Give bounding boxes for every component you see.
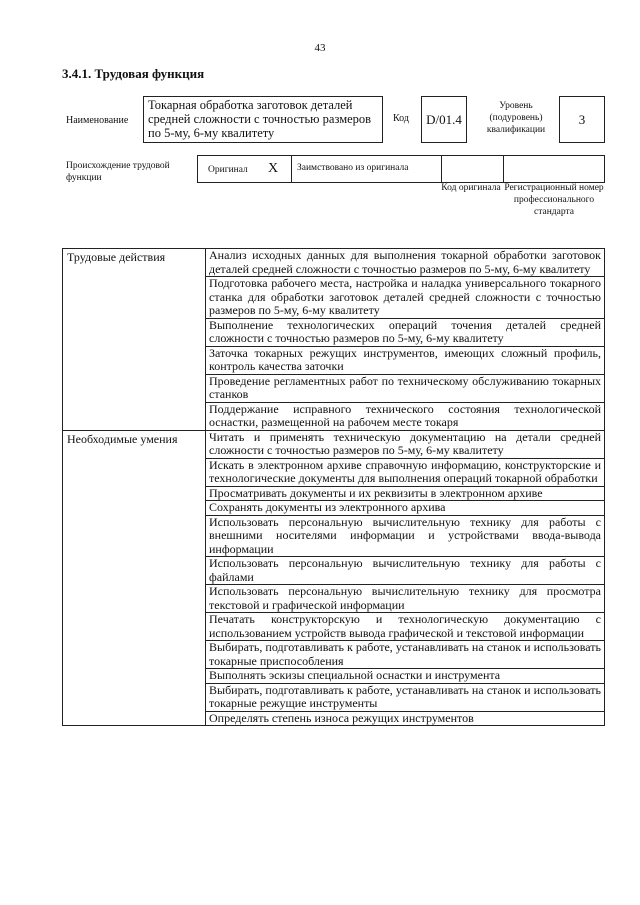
origin-row — [197, 155, 605, 183]
function-name: Токарная обработка заготовок деталей средней сложности с точностью размеров по 5-му, 6-му квалитету — [148, 98, 372, 140]
code-original-caption: Код оригинала — [441, 183, 501, 193]
function-name-box — [143, 96, 383, 143]
level-box — [559, 96, 605, 143]
labor-action-text: Заточка токарных режущих инструментов, имеющих сложный профиль, контроль качества заточки — [206, 346, 605, 374]
required-skill-text: Использовать персональную вычислительную технику для просмотра текстовой и графической информации — [206, 585, 605, 613]
required-skill-text: Искать в электронном архиве справочную информацию, конструкторские и технологические документы для выполнения операций токарной обработки — [206, 458, 605, 486]
labor-action-text: Анализ исходных данных для выполнения токарной обработки заготовок деталей средней сложности с точностью размеров по 5-му, 6-му квалитету — [206, 249, 605, 277]
labor-action-label: Трудовые действия — [63, 249, 206, 431]
origin-label: Происхождение трудовой функции — [66, 161, 170, 183]
name-label: Наименование — [66, 115, 129, 126]
required-skill-text: Сохранять документы из электронного архива — [206, 501, 605, 516]
required-skill-text: Использовать персональную вычислительную технику для работы с файлами — [206, 557, 605, 585]
required-skill-label: Необходимые умения — [63, 430, 206, 726]
required-skill-text: Выполнять эскизы специальной оснастки и инструмента — [206, 669, 605, 684]
required-skill-text: Печатать конструкторскую и технологическую документацию с использованием устройств вывода графической и текстовой информации — [206, 613, 605, 641]
level-value: 3 — [578, 111, 586, 127]
required-skill-text: Использовать персональную вычислительную технику для работы с внешними носителями информации и устройствами ввода-вывода информации — [206, 515, 605, 557]
required-skill-text: Просматривать документы и их реквизиты в электронном архиве — [206, 486, 605, 501]
original-label: Оригинал — [208, 165, 248, 175]
origin-divider — [503, 156, 504, 182]
origin-divider — [441, 156, 442, 182]
labor-action-text: Выполнение технологических операций точения деталей средней сложности с точностью размеров по 5-му, 6-му квалитету — [206, 318, 605, 346]
labor-action-text: Проведение регламентных работ по техническому обслуживанию токарных станков — [206, 374, 605, 402]
borrowed-label: Заимствовано из оригинала — [297, 163, 409, 173]
code-value: D/01.4 — [426, 111, 462, 127]
required-skill-text: Выбирать, подготавливать к работе, устанавливать на станок и использовать токарные режущие инструменты — [206, 683, 605, 711]
reg-number-caption: Регистрационный номер профессионального стандарта — [504, 183, 604, 217]
required-skill-text: Выбирать, подготавливать к работе, устанавливать на станок и использовать токарные приспособления — [206, 641, 605, 669]
section-title: 3.4.1. Трудовая функция — [62, 66, 205, 81]
labor-function-table — [62, 248, 605, 726]
required-skill-text: Читать и применять техническую документацию на детали средней сложности с точностью размеров по 5-му, 6-му квалитету — [206, 430, 605, 458]
level-label: Уровень (подуровень) квалификации — [486, 101, 546, 135]
code-box — [421, 96, 467, 143]
origin-divider — [291, 156, 292, 182]
labor-action-text: Поддержание исправного технического состояния технологической оснастки, размещенной на рабочем месте токаря — [206, 402, 605, 430]
code-label: Код — [393, 113, 409, 124]
labor-action-text: Подготовка рабочего места, настройка и наладка универсального токарного станка для обработки заготовок деталей средней сложности с точностью размеров по 5-му, 6-му квалитету — [206, 277, 605, 319]
required-skill — [63, 430, 605, 458]
required-skill-text: Определять степень износа режущих инструментов — [206, 711, 605, 726]
original-mark: X — [268, 161, 279, 176]
labor-action — [63, 249, 605, 277]
page-number: 43 — [314, 42, 326, 54]
